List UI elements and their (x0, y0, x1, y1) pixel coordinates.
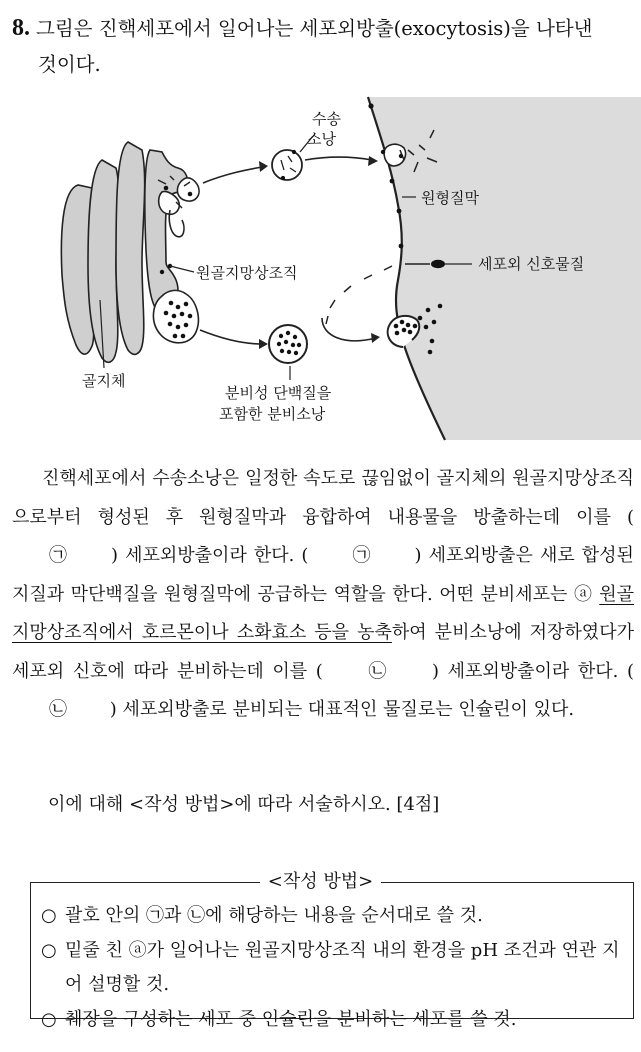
blank-4: ㉡ (49, 699, 67, 720)
signal-path (326, 266, 392, 324)
method-item: ○ 췌장을 구성하는 세포 중 인슐린을 분비하는 세포를 쓸 것. (41, 1008, 517, 1030)
label-secretory-vesicle-2: 포함한 분비소낭 (219, 405, 326, 423)
method-box-title: <작성 방법> (0, 872, 641, 892)
method-item: ○ 괄호 안의 ㉠과 ㉡에 해당하는 내용을 순서대로 쓸 것. (41, 905, 483, 926)
body-paragraph (12, 460, 634, 730)
blank-1: ㉠ (49, 545, 67, 566)
para-text-2: ) 세포외방출이라 한다. ( (111, 545, 309, 566)
transport-vesicle (272, 150, 302, 180)
question-text-line2: 것이다. (38, 53, 101, 76)
method-list (31, 883, 633, 1037)
underlined-phrase: 원골지망상조직에서 호르몬이나 소화효소 등을 농축 (12, 583, 634, 643)
question-number: 8. (12, 15, 30, 41)
para-text-1: 진핵세포에서 수송소낭은 일정한 속도로 끊임없이 골지체의 원골지망상조직으로부터 형성된 후 원형질막과 융합하여 내용물을 방출하는데 이를 ( (12, 468, 634, 528)
question-header (12, 10, 632, 83)
blank-3: ㉡ (368, 660, 387, 682)
para-text-5: ) 세포외방출이라 한다. ( (431, 660, 634, 682)
label-plasma-membrane: 원형질막 (421, 189, 479, 207)
arrowheads (259, 156, 378, 349)
mark-a: ⓐ (573, 583, 593, 605)
para-text-3: ) 세포외방출은 새로 합성된 지질과 막단백질을 원형질막에 공급하는 역할을 한다. 어떤 분비세포는 (12, 545, 634, 605)
label-trans-golgi: 원골지망상조직 (196, 264, 298, 282)
exocytosis-diagram (0, 90, 641, 450)
secretory-vesicle (269, 325, 307, 363)
label-transport-vesicle-1: 수송 (312, 110, 341, 128)
para-text-6: ) 세포외방출로 분비되는 대표적인 물질로는 인슐린이 있다. (109, 699, 575, 720)
secretion-arrow (322, 318, 376, 341)
label-transport-vesicle-2: 소낭 (307, 130, 336, 148)
instruction: 이에 대해 <작성 방법>에 따라 서술하시오. [4점] (48, 794, 440, 815)
label-signal: 세포외 신호물질 (478, 255, 585, 273)
method-item: ○ 밑줄 친 ⓐ가 일어나는 원골지망상조직 내의 환경을 pH 조건과 연관 지어 설명할 것. (41, 939, 620, 995)
label-golgi: 골지체 (82, 372, 126, 390)
para-text-4: 하여 분비소낭에 저장하였다가 세포외 신호에 따라 분비하는데 이를 ( (12, 622, 634, 682)
pathway-arrows (200, 157, 372, 344)
blank-2: ㉠ (352, 545, 371, 566)
method-box (30, 882, 634, 1030)
question-text-line1: 그림은 진핵세포에서 일어나는 세포외방출(exocytosis)을 나타낸 (36, 17, 593, 40)
label-secretory-vesicle-1: 분비성 단백질을 (225, 384, 332, 402)
